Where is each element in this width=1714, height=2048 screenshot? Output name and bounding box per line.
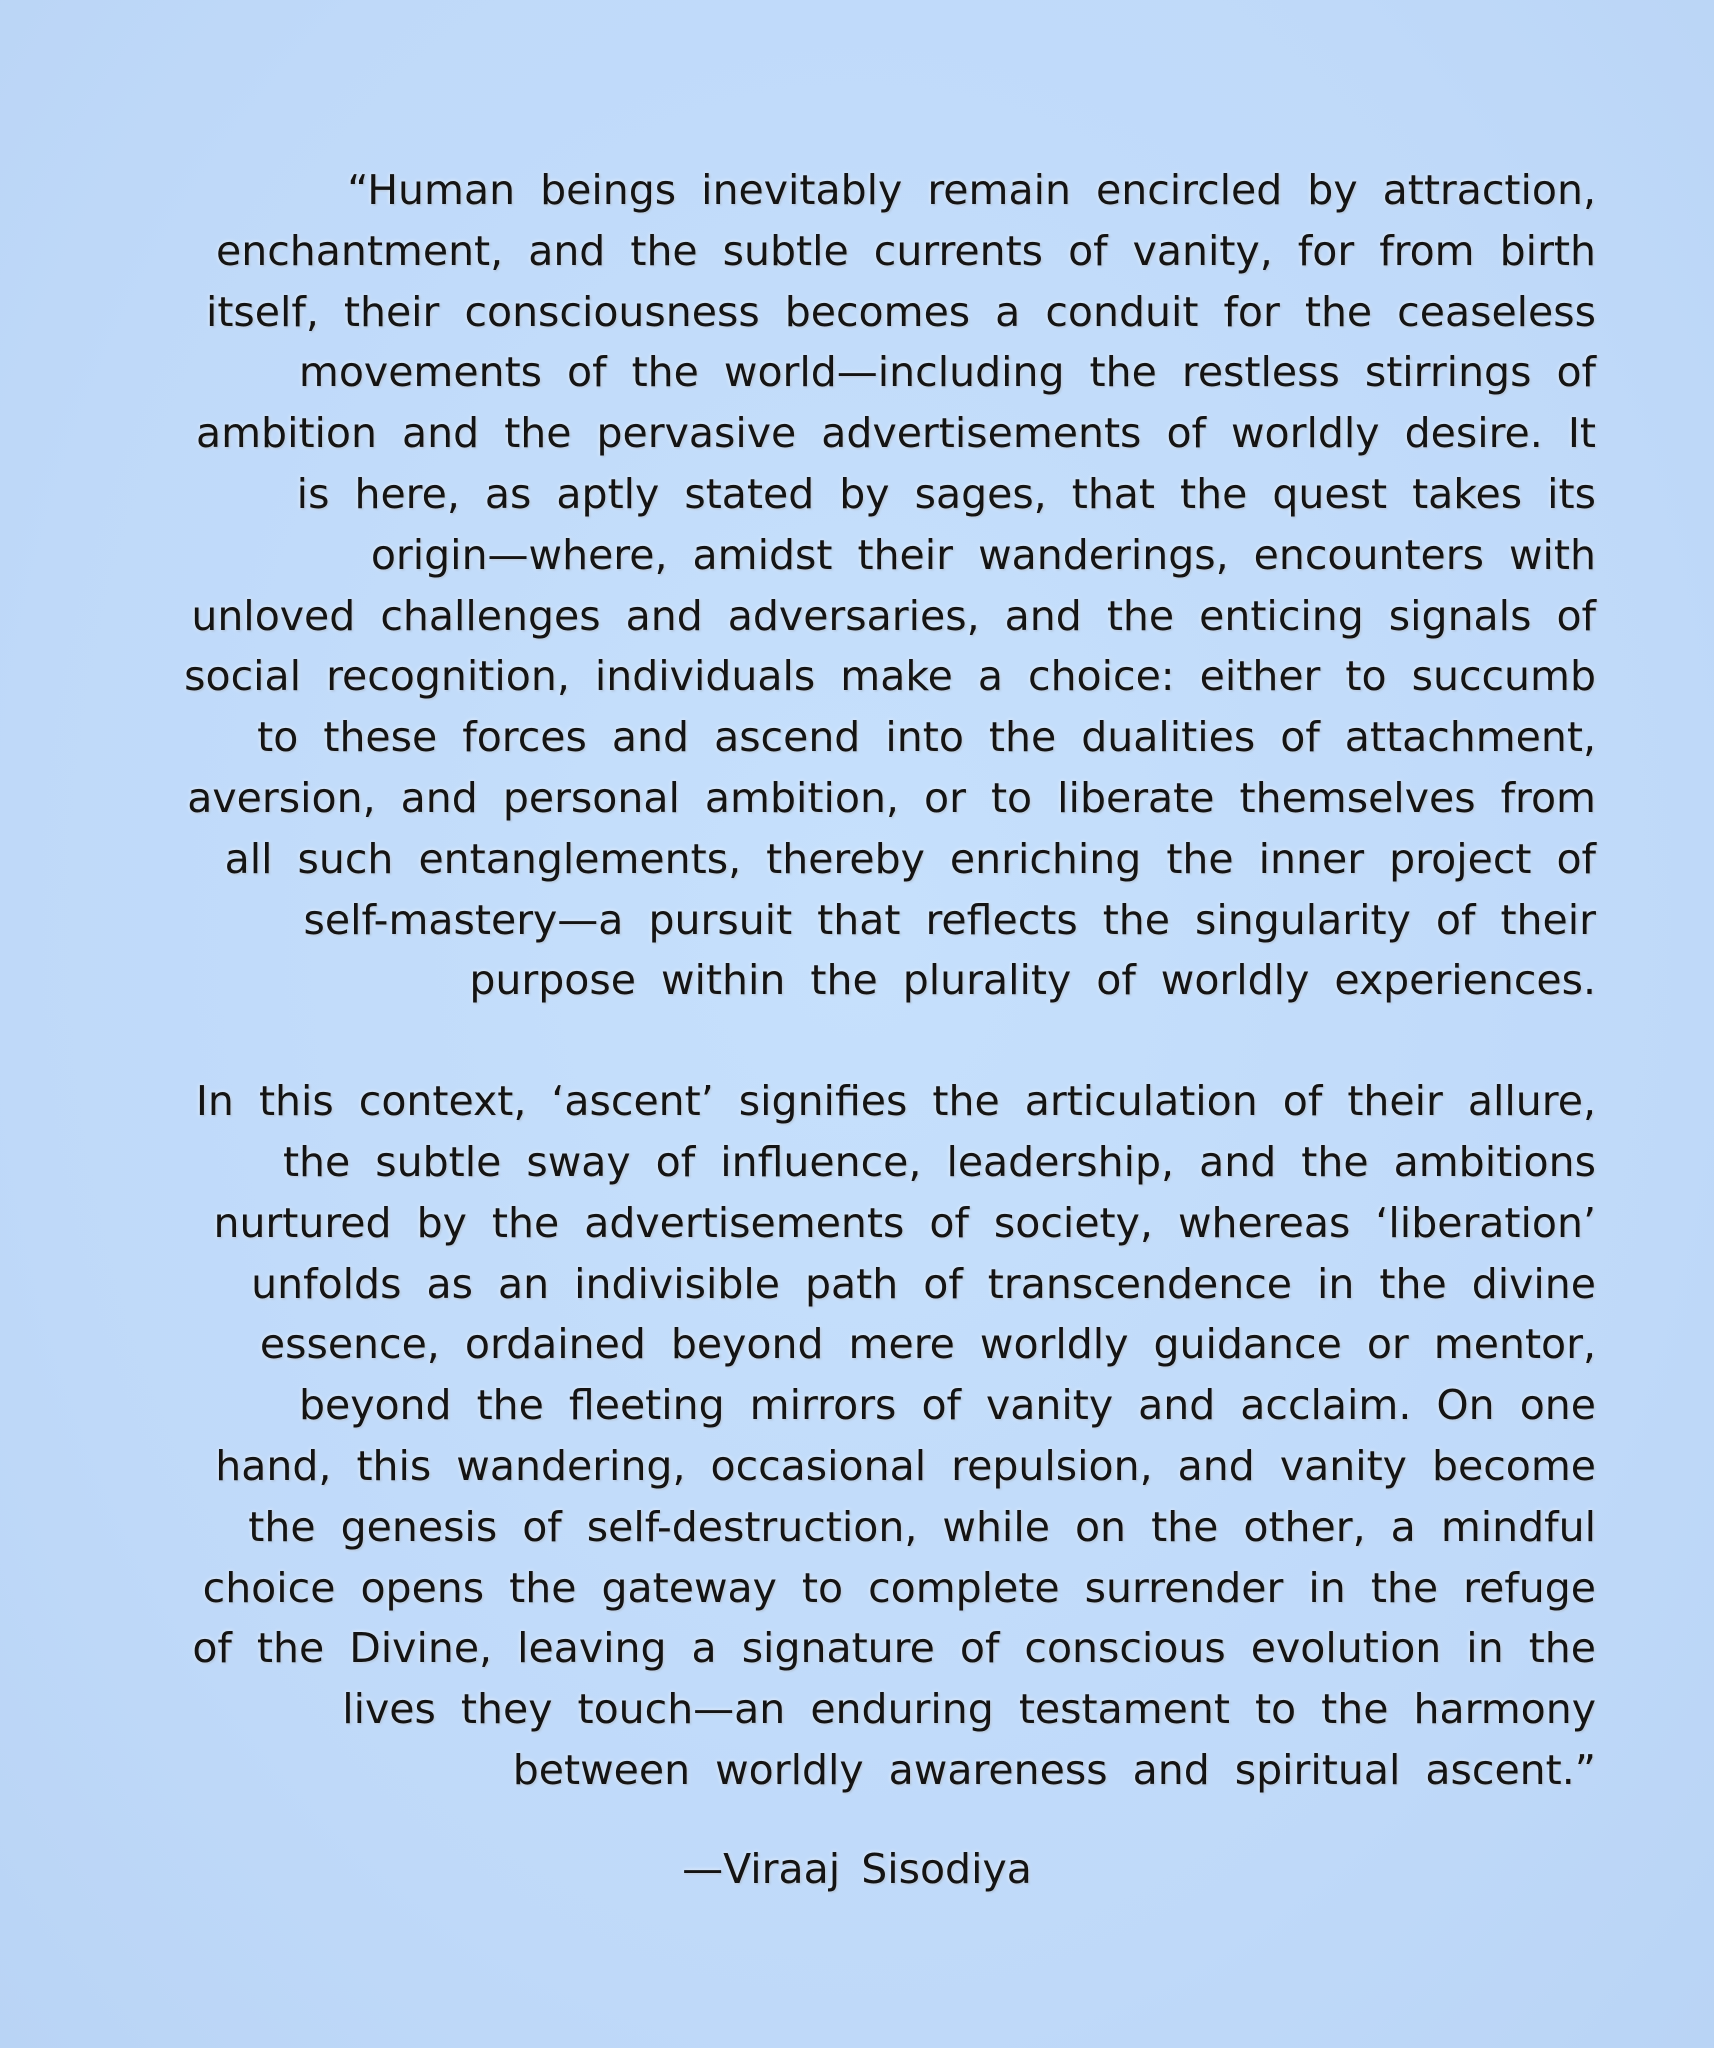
paragraph-spacer <box>118 1011 1596 1071</box>
quote-line: aversion, and personal ambition, or to liberate themselves from <box>187 773 1596 822</box>
attribution-spacer <box>118 1801 1596 1839</box>
quote-line: choice opens the gateway to complete surrender in the refuge <box>202 1563 1596 1612</box>
quote-line: the subtle sway of influence, leadership, and the ambitions <box>282 1137 1596 1186</box>
quote-line: enchantment, and the subtle currents of vanity, for from birth <box>215 226 1596 275</box>
quote-line: movements of the world—including the restless stirrings of <box>298 348 1596 397</box>
quote-line: unfolds as an indivisible path of transcendence in the divine <box>251 1259 1596 1308</box>
quote-line: between worldly awareness and spiritual ascent.” <box>512 1745 1596 1794</box>
quote-line: “Human beings inevitably remain encircled by attraction, <box>347 166 1596 214</box>
quote-block <box>118 160 1596 1899</box>
quote-line: unloved challenges and adversaries, and the enticing signals of <box>191 591 1596 640</box>
quote-line: purpose within the plurality of worldly experiences. <box>469 956 1596 1005</box>
quote-line: ambition and the pervasive advertisements of worldly desire. It <box>195 409 1596 458</box>
quote-paragraph-1 <box>118 160 1596 1011</box>
quote-line: origin—where, amidst their wanderings, encounters with <box>370 530 1596 579</box>
quote-line: social recognition, individuals make a choice: either to succumb <box>184 652 1596 701</box>
quote-line: itself, their consciousness becomes a conduit for the ceaseless <box>205 287 1596 336</box>
quote-line: of the Divine, leaving a signature of conscious evolution in the <box>192 1624 1596 1673</box>
quote-line: essence, ordained beyond mere worldly guidance or mentor, <box>259 1320 1596 1369</box>
quote-line: is here, as aptly stated by sages, that the quest takes its <box>296 469 1596 518</box>
quote-line: In this context, ‘ascent’ signifies the articulation of their allure, <box>195 1077 1596 1126</box>
quote-line: lives they touch—an enduring testament to the harmony <box>342 1685 1596 1734</box>
quote-line: beyond the fleeting mirrors of vanity and acclaim. On one <box>298 1381 1596 1430</box>
quote-attribution: —Viraaj Sisodiya <box>682 1844 1032 1893</box>
quote-paragraph-2 <box>118 1071 1596 1801</box>
quote-line: hand, this wandering, occasional repulsion, and vanity become <box>215 1441 1596 1490</box>
quote-line: nurtured by the advertisements of society, whereas ‘liberation’ <box>213 1198 1596 1247</box>
quote-line: self-mastery—a pursuit that reflects the singularity of their <box>303 895 1596 944</box>
quote-line: the genesis of self-destruction, while on the other, a mindful <box>248 1502 1596 1551</box>
quote-line: to these forces and ascend into the dualities of attachment, <box>257 713 1596 762</box>
quote-line: all such entanglements, thereby enriching the inner project of <box>224 834 1596 883</box>
